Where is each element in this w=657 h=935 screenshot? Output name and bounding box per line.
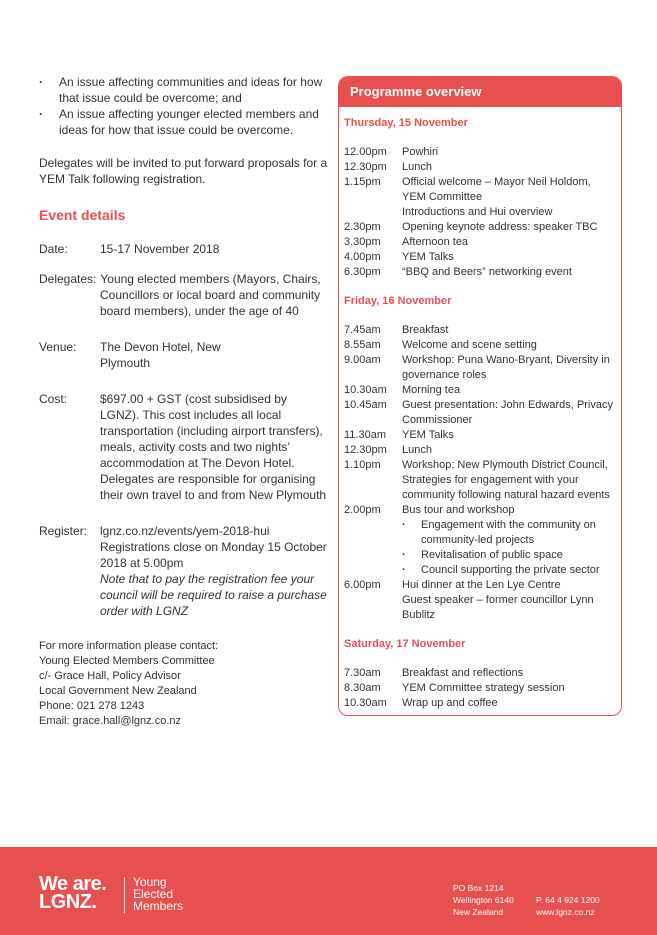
programme-event: Workshop: Puna Wano-Bryant, Diversity in governance roles	[402, 354, 610, 381]
register-close: Registrations close on Monday 15 October 2018 at 5.00pm	[100, 540, 327, 570]
programme-time: 6.30pm	[344, 266, 381, 278]
left-column	[39, 74, 329, 729]
programme-event: YEM Committee strategy session	[402, 682, 565, 694]
register-label: Register:	[39, 524, 88, 538]
programme-item	[344, 338, 615, 353]
contact-email[interactable]: Email: grace.hall@lgnz.co.nz	[39, 715, 182, 727]
programme-event: Opening keynote address: speaker TBC	[402, 221, 598, 233]
delegates-value-line1: Young elected members (Mayors, Chairs,	[100, 272, 321, 286]
programme-item	[344, 563, 615, 578]
programme-event: Guest speaker – former councillor Lynn Bublitz	[402, 594, 594, 621]
programme-event: Bus tour and workshop	[402, 504, 515, 516]
programme-title: Programme overview	[339, 77, 621, 107]
footer-web[interactable]: www.lgnz.co.nz	[536, 907, 595, 917]
contact-line: For more information please contact:	[39, 640, 219, 652]
programme-time: 9.00am	[344, 354, 381, 366]
footer	[0, 847, 657, 935]
programme-event: Breakfast	[402, 324, 449, 336]
programme-item	[344, 323, 615, 338]
programme-item	[344, 458, 615, 503]
programme-time: 7.45am	[344, 324, 381, 336]
footer-phone: P. 64 4 924 1200	[536, 895, 600, 905]
programme-day-heading: Saturday, 17 November	[344, 638, 466, 650]
programme-item	[344, 250, 615, 265]
programme-event: Welcome and scene setting	[402, 339, 537, 351]
programme-time: 6.00pm	[344, 579, 381, 591]
programme-time: 3.30pm	[344, 236, 381, 248]
lgnz-logo	[39, 875, 106, 911]
programme-event: Hui dinner at the Len Lye Centre	[402, 579, 561, 591]
programme-event: Breakfast and reflections	[402, 667, 524, 679]
venue-row	[39, 339, 329, 371]
programme-body	[339, 116, 621, 711]
programme-event: Workshop: New Plymouth District Council, Strategies for engagement with your community following natural hazard events	[402, 459, 610, 501]
programme-item	[344, 548, 615, 563]
cost-row	[39, 391, 329, 503]
programme-item	[344, 205, 615, 220]
delegates-row	[39, 271, 329, 319]
programme-event: Afternoon tea	[402, 236, 469, 248]
programme-day-heading: Thursday, 15 November	[344, 117, 468, 129]
logo-sub-line: Elected	[133, 887, 174, 901]
programme-item	[344, 145, 615, 160]
programme-item	[344, 666, 615, 681]
logo-sub-line: Members	[133, 899, 184, 913]
programme-time: 4.00pm	[344, 251, 381, 263]
delegates-value-rest: Councillors or local board and community board members), under the age of 40	[100, 288, 321, 318]
programme-subitem: · Council supporting the private sector	[402, 563, 615, 578]
intro-bullet: · An issue affecting younger elected members and ideas for how that issue could be overcome.	[39, 106, 329, 138]
programme-event: “BBQ and Beers” networking event	[402, 266, 572, 278]
event-details-heading: Event details	[39, 207, 126, 223]
programme-time: 8.30am	[344, 682, 381, 694]
register-note: Note that to pay the registration fee your council will be required to raise a purchase order with LGNZ	[100, 572, 327, 618]
programme-item	[344, 235, 615, 250]
programme-item	[344, 503, 615, 518]
programme-time: 12.30pm	[344, 161, 387, 173]
programme-time: 8.55am	[344, 339, 381, 351]
address-line: PO Box 1214	[453, 883, 504, 893]
register-row	[39, 523, 329, 619]
date-value: 15-17 November 2018	[100, 242, 220, 256]
footer-address	[453, 882, 514, 918]
yem-logo-text	[133, 876, 183, 912]
programme-time: 10.30am	[344, 697, 387, 709]
logo-line: We are.	[39, 873, 107, 895]
programme-event: YEM Talks	[402, 251, 454, 263]
programme-item	[344, 383, 615, 398]
programme-time: 7.30am	[344, 667, 381, 679]
programme-time	[344, 593, 402, 623]
programme-panel	[338, 76, 622, 716]
logo-divider	[124, 877, 125, 913]
venue-label: Venue:	[39, 340, 77, 354]
programme-time: 10.45am	[344, 399, 387, 411]
date-label: Date:	[39, 242, 68, 256]
programme-time: 2.00pm	[344, 504, 381, 516]
programme-time: 12.00pm	[344, 146, 387, 158]
contact-line: c/- Grace Hall, Policy Advisor	[39, 670, 181, 682]
programme-event: Powhiri	[402, 146, 439, 158]
address-line: Wellington 6140	[453, 895, 514, 905]
contact-line: Local Government New Zealand	[39, 685, 197, 697]
delegates-label: Delegates:	[39, 272, 97, 286]
programme-event: Guest presentation: John Edwards, Privacy Commissioner	[402, 399, 613, 426]
logo-line: LGNZ.	[39, 891, 97, 913]
cost-label: Cost:	[39, 392, 68, 406]
programme-time: 10.30am	[344, 384, 387, 396]
date-row	[39, 241, 329, 257]
programme-subitem: · Engagement with the community on community-led projects	[402, 518, 615, 548]
programme-item	[344, 681, 615, 696]
intro-paragraph: Delegates will be invited to put forward proposals for a YEM Talk following registration.	[39, 156, 328, 186]
address-line: New Zealand	[453, 907, 504, 917]
programme-event: Official welcome – Mayor Neil Holdom, YEM Committee	[402, 176, 591, 203]
programme-time	[344, 205, 402, 220]
programme-item	[344, 518, 615, 548]
programme-item	[344, 443, 615, 458]
footer-contact	[536, 894, 600, 918]
programme-item	[344, 578, 615, 593]
programme-day-heading: Friday, 16 November	[344, 295, 452, 307]
programme-time: 12.30pm	[344, 444, 387, 456]
programme-item	[344, 353, 615, 383]
register-url[interactable]: lgnz.co.nz/events/yem-2018-hui	[100, 524, 270, 538]
programme-time: 1.10pm	[344, 459, 381, 471]
programme-subitem: · Revitalisation of public space	[402, 548, 615, 563]
programme-item	[344, 696, 615, 711]
programme-time: 1.15pm	[344, 176, 381, 188]
contact-phone: Phone: 021 278 1243	[39, 700, 145, 712]
programme-item	[344, 160, 615, 175]
programme-item	[344, 428, 615, 443]
contact-block	[39, 639, 329, 729]
programme-time	[344, 563, 402, 578]
venue-value: The Devon Hotel, New Plymouth	[100, 340, 221, 370]
register-details	[100, 523, 329, 619]
programme-time	[344, 548, 402, 563]
programme-item	[344, 593, 615, 623]
programme-item	[344, 398, 615, 428]
programme-event: Introductions and Hui overview	[402, 206, 553, 218]
programme-item	[344, 265, 615, 280]
programme-event: Wrap up and coffee	[402, 697, 498, 709]
programme-time	[344, 518, 402, 548]
programme-event: YEM Talks	[402, 429, 454, 441]
contact-line: Young Elected Members Committee	[39, 655, 215, 667]
programme-item	[344, 220, 615, 235]
programme-time: 11.30am	[344, 429, 386, 441]
programme-item	[344, 175, 615, 205]
programme-event: Morning tea	[402, 384, 461, 396]
intro-bullet: · An issue affecting communities and ideas for how that issue could be overcome; and	[39, 74, 329, 106]
cost-value: $697.00 + GST (cost subsidised by LGNZ). This cost includes all local transportation (including airport transfers), meals, activity costs and two nights’ accommodation at The Devon Hotel. Delegates are responsible for organising their own travel to and from New Plymouth	[100, 392, 327, 502]
programme-event: Lunch	[402, 444, 432, 456]
programme-event: Lunch	[402, 161, 432, 173]
logo-sub-line: Young	[133, 875, 167, 889]
programme-time: 2.30pm	[344, 221, 381, 233]
